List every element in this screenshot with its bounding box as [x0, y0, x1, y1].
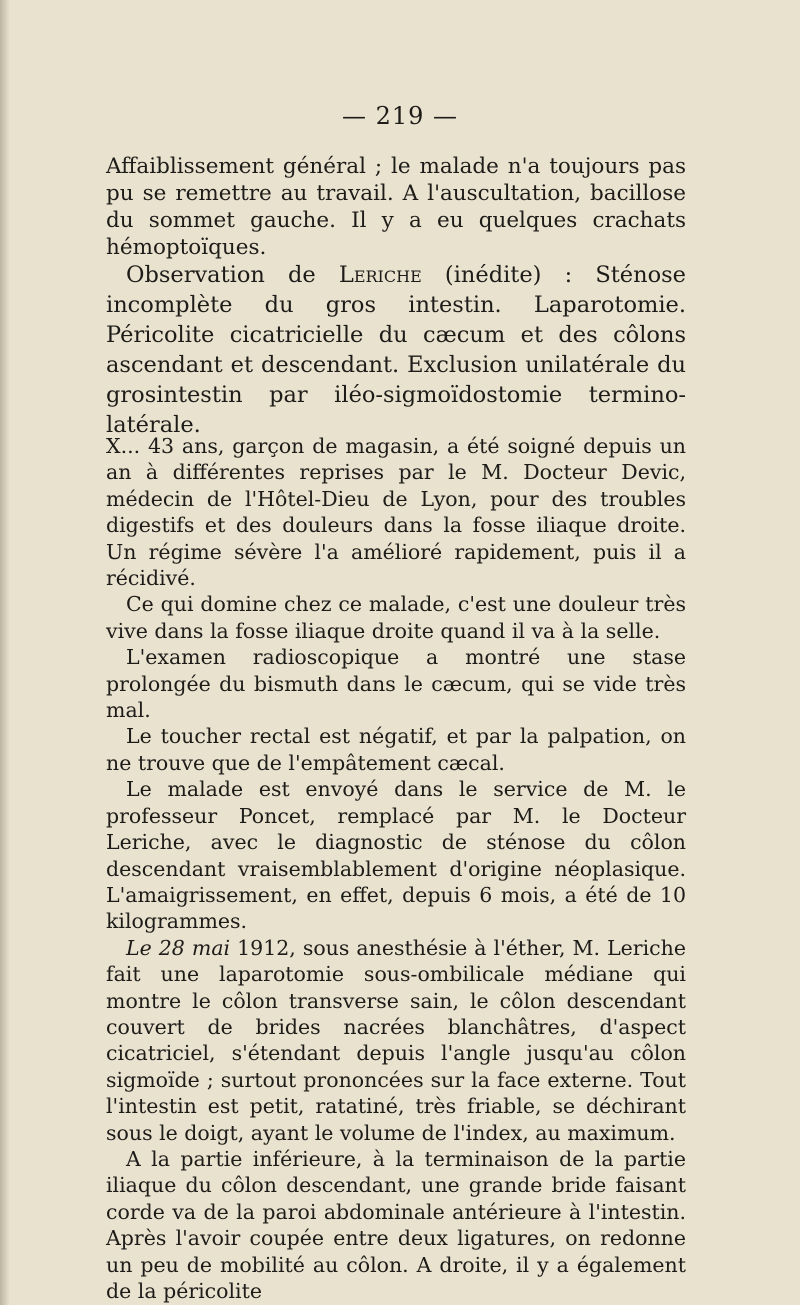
page-gutter-shadow — [0, 0, 10, 1305]
surgery-text: 1912, sous anesthésie à l'éther, M. Leriche fait une laparotomie sous-ombilicale médiane qui montre le côlon transverse sain, le côlon descendant couvert de brides nacrées blanchâtres, d'aspect cicatriciel, s'étendant depuis l'angle jusqu'au côlon sigmoïde ; surtout prononcées sur la face externe. Tout l'intestin est petit, ratatiné, très friable, se déchirant sous le doigt, ayant le volume de l'index, au maximum. — [106, 935, 686, 1145]
surgery-date: Le 28 mai — [126, 935, 231, 960]
observation-title: (inédite) : Sténose incomplète du gros intestin. Laparotomie. Péricolite cicatricielle du cæcum et des côlons ascendant et descendant. Exclusion unilatérale du grosintestin par iléo-sigmoïdostomie termino-latérale. — [106, 262, 686, 438]
case-paragraph-2: Ce qui domine chez ce malade, c'est une douleur très vive dans la fosse iliaque droite quand il va à la selle. — [106, 592, 686, 643]
page-number: — 219 — — [341, 102, 459, 130]
observation-prefix: Observation de — [126, 262, 339, 288]
final-paragraph: A la partie inférieure, à la terminaison de la partie iliaque du côlon descendant, une grande bride faisant corde va de la paroi abdominale antérieure à l'intestin. Après l'avoir coupée entre deux ligatures, on redonne un peu de mobilité au côlon. A droite, il y a également de la péricolite — [106, 1146, 686, 1303]
case-paragraph-3: L'examen radioscopique a montré une stase prolongée du bismuth dans le cæcum, qui se vide très mal. — [106, 645, 686, 723]
case-paragraph-5: Le malade est envoyé dans le service de M. le professeur Poncet, remplacé par M. le Docteur Leriche, avec le diagnostic de sténose du côlon descendant vraisemblablement d'origine néoplasique. L'amaigrissement, en effet, depuis 6 mois, a été de 10 kilogrammes. — [106, 777, 686, 934]
surgery-paragraph — [106, 935, 686, 1146]
observation-heading — [106, 260, 686, 440]
case-report — [106, 433, 686, 1304]
intro-block — [106, 153, 686, 261]
case-paragraph-4: Le toucher rectal est négatif, et par la palpation, on ne trouve que de l'empâtement cæcal. — [106, 724, 686, 775]
observation-author: Leriche — [338, 262, 422, 288]
case-paragraph-1: X... 43 ans, garçon de magasin, a été soigné depuis un an à différentes reprises par le M. Docteur Devic, médecin de l'Hôtel-Dieu de Lyon, pour des troubles digestifs et des douleurs dans la fosse iliaque droite. Un régime sévère l'a amélioré rapidement, puis il a récidivé. — [106, 434, 686, 591]
observation-paragraph — [106, 260, 686, 440]
intro-paragraph: Affaiblissement général ; le malade n'a toujours pas pu se remettre au travail. A l'auscultation, bacillose du sommet gauche. Il y a eu quelques crachats hémoptoïques. — [106, 154, 686, 260]
